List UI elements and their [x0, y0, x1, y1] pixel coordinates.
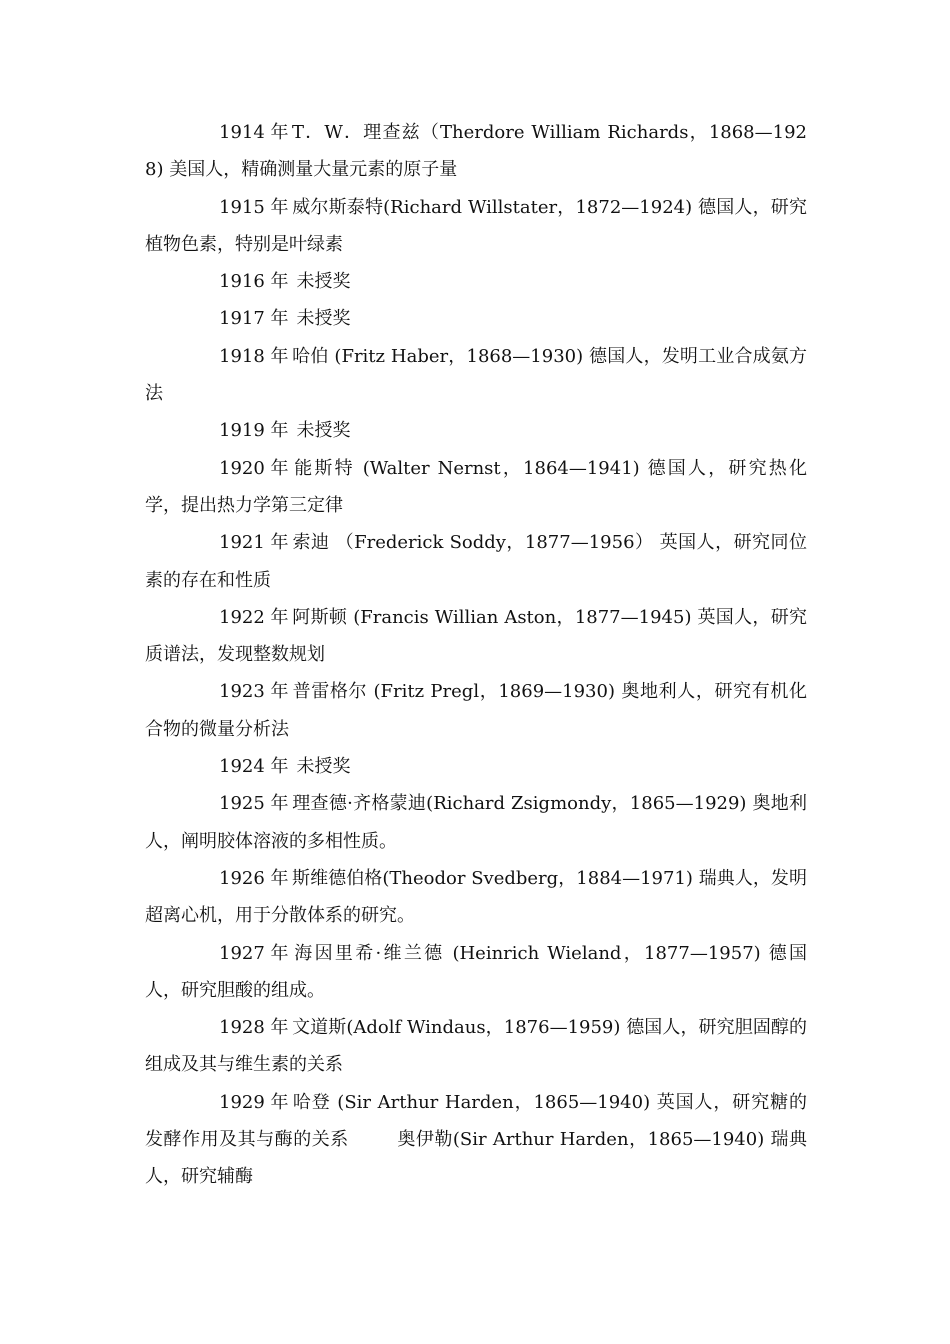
entry-year: 1928 年 [219, 1017, 289, 1039]
entry-year: 1924 年 [219, 756, 289, 778]
entry-text: 阿斯顿 (Francis Willian Aston，1877—1945) 英国人，研究质谱法，发现整数规划 [145, 606, 807, 666]
entry-year: 1929 年 [219, 1091, 289, 1113]
entry-text: 海因里希·维兰德 (Heinrich Wieland，1877—1957) 德国人，研究胆酸的组成。 [145, 942, 807, 1001]
entry-text: 未授奖 [296, 271, 351, 293]
entry-1929 [145, 1084, 807, 1196]
entry-text: 索迪 （Frederick Soddy，1877—1956） 英国人，研究同位素的存在和性质 [145, 532, 807, 591]
entry-year: 1917 年 [219, 308, 289, 330]
entry-1928 [145, 1009, 807, 1084]
entry-year: 1915 年 [219, 196, 289, 218]
entry-year: 1916 年 [219, 271, 289, 293]
entry-text: 理查德·齐格蒙迪(Richard Zsigmondy，1865—1929) 奥地利人，阐明胶体溶液的多相性质。 [145, 793, 807, 852]
entry-1924 [145, 748, 807, 785]
entry-1925 [145, 785, 807, 860]
entry-1923 [145, 673, 807, 748]
entry-text: 文道斯(Adolf Windaus，1876—1959) 德国人，研究胆固醇的组成及其与维生素的关系 [145, 1017, 807, 1076]
entry-year: 1921 年 [219, 532, 289, 554]
entry-year: 1923 年 [219, 681, 289, 703]
entry-text: 哈伯 (Fritz Haber，1868—1930) 德国人，发明工业合成氨方法 [145, 345, 807, 405]
entry-year: 1914 年 [219, 122, 289, 143]
entry-1914 [145, 114, 807, 189]
entry-year: 1918 年 [219, 345, 289, 367]
entry-text: 能斯特 (Walter Nernst，1864—1941) 德国人，研究热化学，提出热力学第三定律 [145, 457, 807, 516]
entry-text: 斯维德伯格(Theodor Svedberg，1884—1971) 瑞典人，发明超离心机，用于分散体系的研究。 [145, 867, 807, 927]
entry-1918 [145, 338, 807, 413]
entry-1927 [145, 935, 807, 1010]
entry-1919 [145, 412, 807, 449]
entry-text: 未授奖 [296, 308, 351, 330]
entry-year: 1922 年 [219, 606, 289, 628]
entry-text: T．W．理查兹（Therdore William Richards，1868—1928) 美国人，精确测量大量元素的原子量 [145, 122, 807, 181]
entry-1922 [145, 599, 807, 674]
entry-text-second: 奥伊勒(Sir Arthur Harden，1865—1940) 瑞典人，研究辅酶 [145, 1129, 808, 1188]
entry-1917 [145, 300, 807, 337]
entry-1921 [145, 524, 807, 599]
entry-text: 威尔斯泰特(Richard Willstater，1872—1924) 德国人，研究植物色素，特别是叶绿素 [145, 196, 807, 255]
entry-text: 未授奖 [296, 756, 351, 778]
entry-1915 [145, 189, 807, 264]
nobel-chemistry-list [145, 114, 807, 1196]
entry-1920 [145, 450, 807, 525]
entry-year: 1925 年 [219, 793, 289, 815]
entry-year: 1926 年 [219, 867, 289, 889]
entry-text: 哈登 (Sir Arthur Harden，1865—1940) 英国人，研究糖的发酵作用及其与酶的关系 [145, 1091, 807, 1151]
entry-year: 1927 年 [219, 942, 289, 964]
entry-text: 未授奖 [296, 420, 351, 442]
entry-year: 1919 年 [219, 420, 289, 442]
entry-1926 [145, 860, 807, 935]
entry-1916 [145, 263, 807, 300]
entry-year: 1920 年 [219, 457, 289, 479]
entry-text: 普雷格尔 (Fritz Pregl，1869—1930) 奥地利人，研究有机化合物的微量分析法 [145, 681, 807, 740]
